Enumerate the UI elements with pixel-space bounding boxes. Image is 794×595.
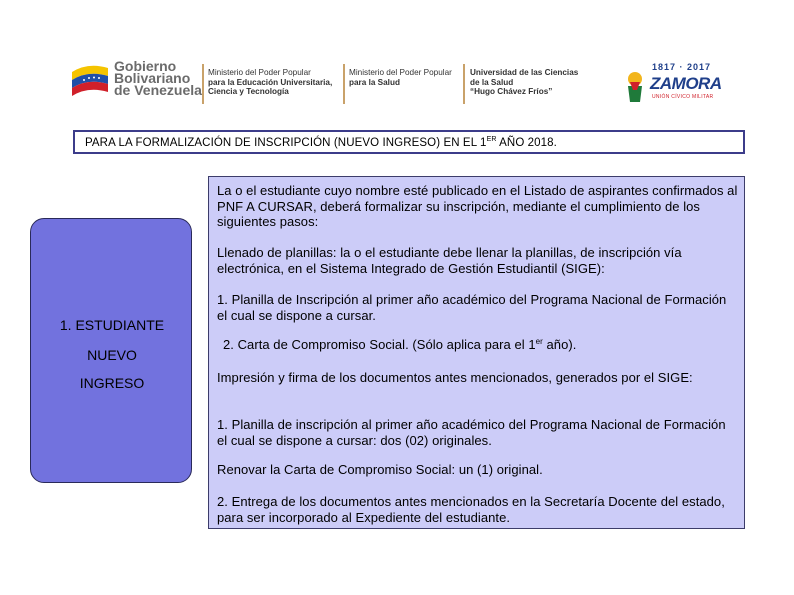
university-line-3: “Hugo Chávez Fríos” (470, 87, 553, 96)
paragraph-planilla-1: 1. Planilla de Inscripción al primer año académico del Programa Nacional de Formación el cual se dispone a cursar. (217, 292, 727, 323)
instructions-panel (208, 176, 745, 529)
ministry1-line-1: Ministerio del Poder Popular (208, 68, 311, 77)
paragraph-impresion: Impresión y firma de los documentos antes mencionados, generados por el SIGE: (217, 370, 693, 385)
title-box (73, 130, 745, 154)
zamora-name: ZAMORA (650, 74, 722, 93)
paragraph-entrega: 2. Entrega de los documentos antes mencionados en la Secretaría Docente del estado, para ser incorporado al Expediente del estudiante. (217, 494, 725, 525)
student-category-panel (30, 218, 192, 483)
ministry-education-text (208, 68, 332, 97)
divider (202, 64, 204, 104)
title-main: PARA LA FORMALIZACIÓN DE INSCRIPCIÓN (NUEVO INGRESO) EN EL 1 (85, 137, 487, 149)
gobierno-line-3: de Venezuela (114, 82, 202, 98)
ministry1-line-3: Ciencia y Tecnología (208, 87, 289, 96)
paragraph-renovar: Renovar la Carta de Compromiso Social: un (1) original. (217, 462, 543, 477)
ministry2-line-2: para la Salud (349, 77, 400, 87)
carta-superscript: er (535, 337, 543, 346)
university-line-1: Universidad de las Ciencias (470, 68, 579, 77)
ministry1-line-2: para la Educación Universitaria, (208, 77, 333, 87)
header-banner (66, 50, 736, 110)
paragraph-intro: La o el estudiante cuyo nombre esté publicado en el Listado de aspirantes confirmados al PNF A CURSAR, deberá formalizar su inscripción, mediante el cumplimiento de los siguientes pasos: (217, 183, 738, 229)
paragraph-llenado: Llenado de planillas: la o el estudiante debe llenar la planillas, de inscripción vía electrónica, en el Sistema Integrado de Gestión Estudiantil (SIGE): (217, 245, 682, 276)
divider (463, 64, 465, 104)
carta-main: 2. Carta de Compromiso Social. (Sólo aplica para el 1 (223, 337, 536, 352)
zamora-years: 1817 · 2017 (652, 62, 712, 72)
university-line-2: de la Salud (470, 77, 514, 87)
zamora-logo (622, 60, 732, 108)
university-text (470, 68, 578, 97)
divider (343, 64, 345, 104)
left-panel-line-3: INGRESO (79, 375, 145, 391)
left-panel-line-1: 1. ESTUDIANTE (59, 317, 165, 333)
title-superscript: ER (486, 136, 497, 143)
gobierno-wordmark (114, 60, 202, 96)
gobierno-line-2: Bolivariano (114, 70, 191, 86)
page-title (85, 137, 557, 149)
gobierno-line-1: Gobierno (114, 58, 177, 74)
left-panel-line-2: NUEVO (87, 347, 137, 363)
venezuela-flag-icon (70, 58, 110, 102)
zamora-subtitle: UNIÓN CÍVICO MILITAR (652, 94, 714, 100)
zamora-emblem-icon (624, 70, 646, 104)
paragraph-carta (223, 337, 745, 353)
title-tail: AÑO 2018. (496, 137, 557, 149)
ministry-health-text (349, 68, 452, 87)
carta-tail: año). (542, 337, 577, 352)
paragraph-planilla-originales: 1. Planilla de inscripción al primer año académico del Programa Nacional de Formación el cual se dispone a cursar: dos (02) originales. (217, 417, 726, 448)
ministry2-line-1: Ministerio del Poder Popular (349, 68, 452, 77)
